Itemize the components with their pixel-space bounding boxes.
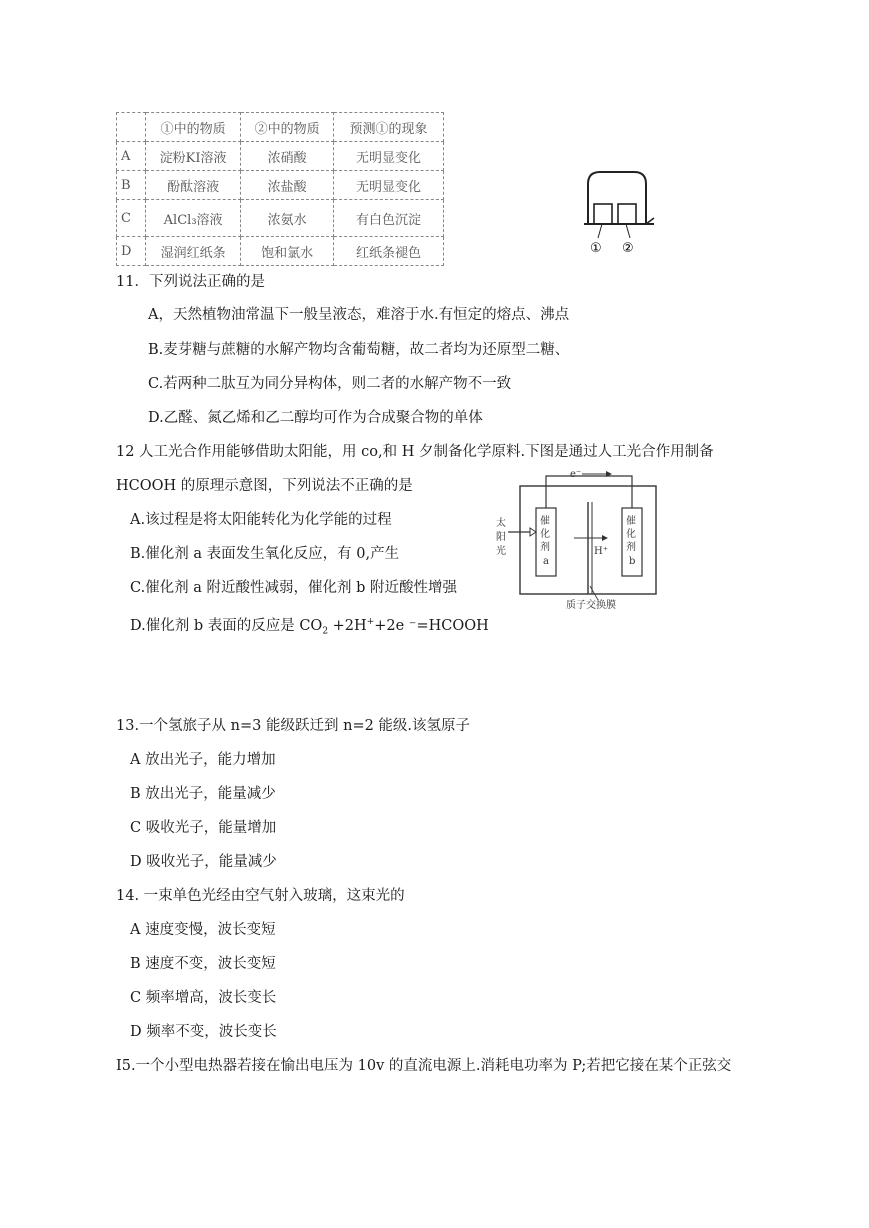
catalyst-a-char: 化: [540, 529, 550, 540]
table-header-cell: ①中的物质: [146, 113, 241, 142]
subscript: 2: [322, 626, 329, 637]
electron-label: e⁻: [570, 469, 582, 480]
question-11-stem: 11．下列说法正确的是: [116, 274, 265, 290]
figure-label-2: ②: [622, 241, 634, 256]
table-cell: D: [117, 237, 146, 266]
sunlight-char: 太: [496, 518, 506, 529]
question-13-option-c: C 吸收光子，能量增加: [130, 820, 277, 836]
table-cell: 淀粉KI溶液: [146, 142, 241, 171]
table-cell: A: [117, 142, 146, 171]
question-14-option-c: C 频率增高，波长变长: [130, 990, 277, 1006]
photosynthesis-cell-diagram: [490, 468, 662, 616]
question-14-option-d: D 频率不变，波长变长: [130, 1024, 277, 1040]
question-15-stem: I5.一个小型电热器若接在愉出电压为 10v 的直流电源上.消耗电功率为 P;若把它接在某个正弦交: [116, 1058, 732, 1074]
superscript: +: [366, 617, 375, 627]
question-14-stem: 14. 一束单色光经由空气射入玻璃，这束光的: [116, 888, 405, 904]
proton-label: H⁺: [594, 546, 608, 557]
table-cell: 有白色沉淀: [333, 200, 443, 237]
catalyst-a-char: 剂: [540, 542, 550, 553]
table-cell: 浓盐酸: [241, 171, 334, 200]
table-cell: 无明显变化: [333, 171, 443, 200]
question-13-option-d: D 吸收光子，能量减少: [130, 854, 277, 870]
question-11-option-b: B.麦芽糖与蔗糖的水解产物均含葡萄糖，故二者均为还原型二糖、: [148, 342, 570, 358]
catalyst-a-char: a: [543, 556, 549, 567]
question-14-option-a: A 速度变慢，波长变短: [130, 922, 276, 938]
question-12-stem-line2: HCOOH 的原理示意图，下列说法不正确的是: [116, 478, 413, 494]
catalyst-a-char: 催: [540, 516, 550, 527]
question-11-option-d: D.乙醛、氮乙烯和乙二醇均可作为合成聚合物的单体: [148, 410, 483, 426]
table-row: [117, 200, 444, 237]
question-12-option-b: B.催化剂 a 表面发生氧化反应，有 0,产生: [130, 546, 400, 562]
question-12-stem-line1: 12 人工光合作用能够借助太阳能，用 co,和 H 夕制备化学原料.下图是通过人工光合作用制备: [116, 444, 714, 460]
table-header-cell: [117, 113, 146, 142]
table-row: [117, 142, 444, 171]
table-cell: 浓硝酸: [241, 142, 334, 171]
option-d-text: +2H: [328, 617, 367, 634]
table-cell: C: [117, 200, 146, 237]
catalyst-b-char: 催: [626, 516, 636, 527]
table-cell: 红纸条褪色: [333, 237, 443, 266]
table-header-cell: 预测①的现象: [333, 113, 443, 142]
table-cell: 湿润红纸条: [146, 237, 241, 266]
table-cell: 酚酞溶液: [146, 171, 241, 200]
question-11-option-a: A，天然植物油常温下一般呈液态，难溶于水.有恒定的熔点、沸点: [148, 307, 570, 323]
catalyst-b-char: 剂: [626, 542, 636, 553]
table-cell: B: [117, 171, 146, 200]
membrane-label: 质子交换膜: [566, 600, 616, 611]
table-cell: AlCl₃溶液: [146, 200, 241, 237]
question-12-option-c: C.催化剂 a 附近酸性减弱，催化剂 b 附近酸性增强: [130, 580, 458, 596]
sunlight-char: 光: [496, 546, 506, 557]
table-row: [117, 237, 444, 266]
question-13-option-b: B 放出光子，能量减少: [130, 786, 276, 802]
table-header-cell: ②中的物质: [241, 113, 334, 142]
table-row: [117, 171, 444, 200]
table-cell: 无明显变化: [333, 142, 443, 171]
figure-label-1: ①: [590, 241, 602, 256]
option-d-text: D.催化剂 b 表面的反应是 CO: [130, 617, 323, 634]
catalyst-b-char: b: [629, 556, 636, 567]
table-cell: 浓氨水: [241, 200, 334, 237]
question-14-option-b: B 速度不变，波长变短: [130, 956, 276, 972]
table-header-row: [117, 113, 444, 142]
reagent-table: [116, 112, 444, 266]
table-cell: 饱和氯水: [241, 237, 334, 266]
beaker-apparatus-figure: [584, 166, 656, 256]
question-13-option-a: A 放出光子，能力增加: [130, 752, 276, 768]
sunlight-char: 阳: [496, 532, 506, 543]
question-11-option-c: C.若两种二肽互为同分异构体，则二者的水解产物不一致: [148, 376, 512, 392]
catalyst-b-char: 化: [626, 529, 636, 540]
question-12-option-d: [130, 612, 489, 642]
question-13-stem: 13.一个氢旅子从 n=3 能级跃迁到 n=2 能级.该氢原子: [116, 718, 471, 734]
option-d-text: +2e ⁻=HCOOH: [374, 617, 489, 634]
question-12-option-a: A.该过程是将太阳能转化为化学能的过程: [130, 512, 392, 528]
